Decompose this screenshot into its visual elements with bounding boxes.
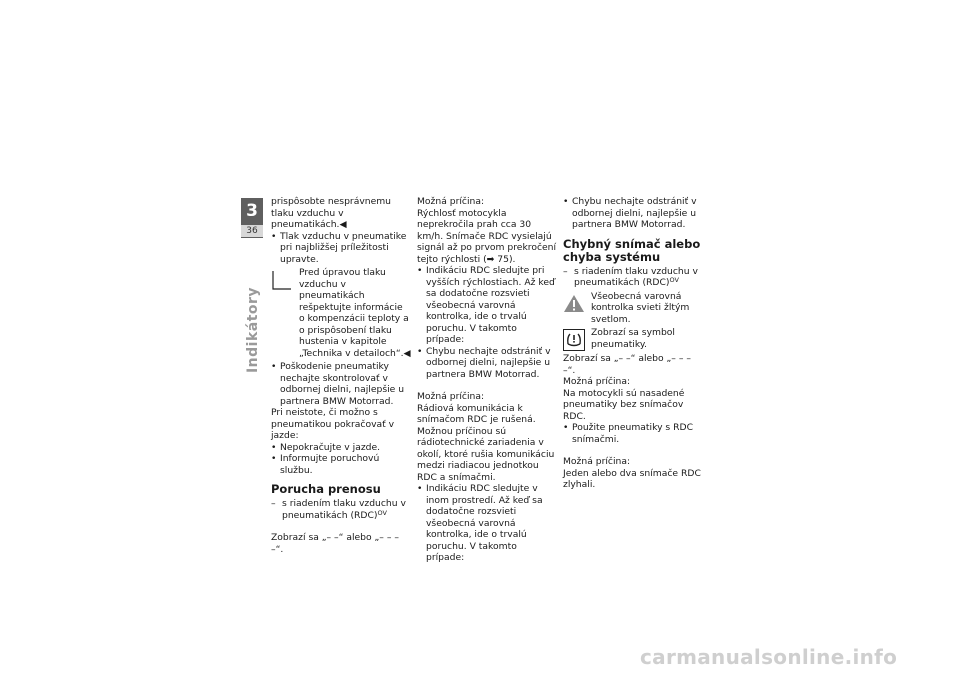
cause-label: Možná príčina:: [417, 196, 485, 207]
list-item: • Nepokračujte v jazde.: [271, 441, 381, 453]
cause-label: Možná príčina:: [563, 376, 631, 387]
warning-note: Všeobecná varovná kontrolka svieti žltým svetlom.: [563, 291, 703, 326]
cause-text: Na motocykli sú nasadené pneumatiky bez snímačov RDC.: [563, 387, 685, 422]
intro-text: prispôsobte nesprávnemu tlaku vzduchu v pneumatikách.◀: [271, 196, 392, 230]
list-item: • Poškodenie pneumatiky nechajte skontrolovať v odbornej dielni, najlepšie u partnera BMW Motorrad.: [271, 361, 405, 407]
cause-text: Jeden alebo dva snímače RDC zlyhali.: [563, 467, 701, 490]
tire-note: Zobrazí sa symbol pneumatiky.: [563, 327, 703, 351]
column-1: [271, 196, 411, 555]
cause-text: Rýchlosť motocykla neprekročila prah cca 30 km/h. Snímače RDC vysielajú signál až po prvom prekročení tejto rýchlosti (➡ 75).: [417, 207, 557, 265]
cause-label: Možná príčina:: [563, 456, 631, 467]
warning-triangle-icon: [563, 293, 585, 315]
info-corner-icon: [271, 269, 293, 291]
cause-text: Rádiová komunikácia k snímačom RDC je rušená. Možnou príčinou sú rádiotechnické zariadenia v okolí, ktoré rušia komunikáciu medzi riadiacou jednotkou RDC a snímačmi.: [417, 402, 555, 483]
watermark: carmanualsonline.info: [640, 645, 898, 669]
list-item: • Tlak vzduchu v pneumatike pri najbližšej príležitosti upravte.: [271, 230, 407, 265]
column-3: [563, 196, 703, 491]
chapter-number: 3: [246, 201, 258, 221]
display-text: Zobrazí sa „– –“ alebo „– – – –“.: [271, 532, 399, 555]
page-number: 36: [241, 225, 263, 237]
column-2: [417, 196, 557, 564]
section-heading: Porucha prenosu: [271, 482, 381, 496]
chapter-title: Indikátory: [245, 286, 261, 374]
dash-item: – s riadením tlaku vzduchu v pneumatikách (RDC)$^{OV}$: [563, 265, 698, 288]
list-item: • Chybu nechajte odstrániť v odbornej dielni, najlepšie u partnera BMW Motorrad.: [417, 345, 551, 380]
display-text: Zobrazí sa „– –“ alebo „– – – –“.: [563, 353, 691, 376]
tire-pressure-icon: [563, 329, 585, 351]
dash-item: – s riadením tlaku vzduchu v pneumatikách (RDC)$^{OV}$: [271, 498, 406, 521]
list-item: • Indikáciu RDC sledujte v inom prostredí. Až keď sa dodatočne rozsvieti všeobecná varovná kontrolka, ide o trvalú poruchu. V takomto prípade:: [417, 483, 543, 563]
list-item: • Použite pneumatiky s RDC snímačmi.: [563, 422, 694, 445]
chapter-badge: [241, 198, 263, 238]
info-note: Pred úpravou tlaku vzduchu v pneumatikách rešpektujte informácie o kompenzácii teploty a o prispôsobení tlaku hustenia v kapitole „Technika v detailoch“.◀: [271, 267, 411, 359]
unsure-text: Pri neistote, či možno s pneumatikou pokračovať v jazde:: [271, 407, 395, 441]
list-item: • Informujte poruchovú službu.: [271, 453, 380, 476]
section-heading: Chybný snímač alebo chyba systému: [563, 236, 701, 264]
list-item: • Indikáciu RDC sledujte pri vyšších rýchlostiach. Až keď sa dodatočne rozsvieti všeobecná varovná kontrolka, ide o trvalú poruchu. V takomto prípade:: [417, 265, 555, 345]
list-item: • Chybu nechajte odstrániť v odbornej dielni, najlepšie u partnera BMW Motorrad.: [563, 196, 697, 230]
cause-label: Možná príčina:: [417, 391, 485, 402]
